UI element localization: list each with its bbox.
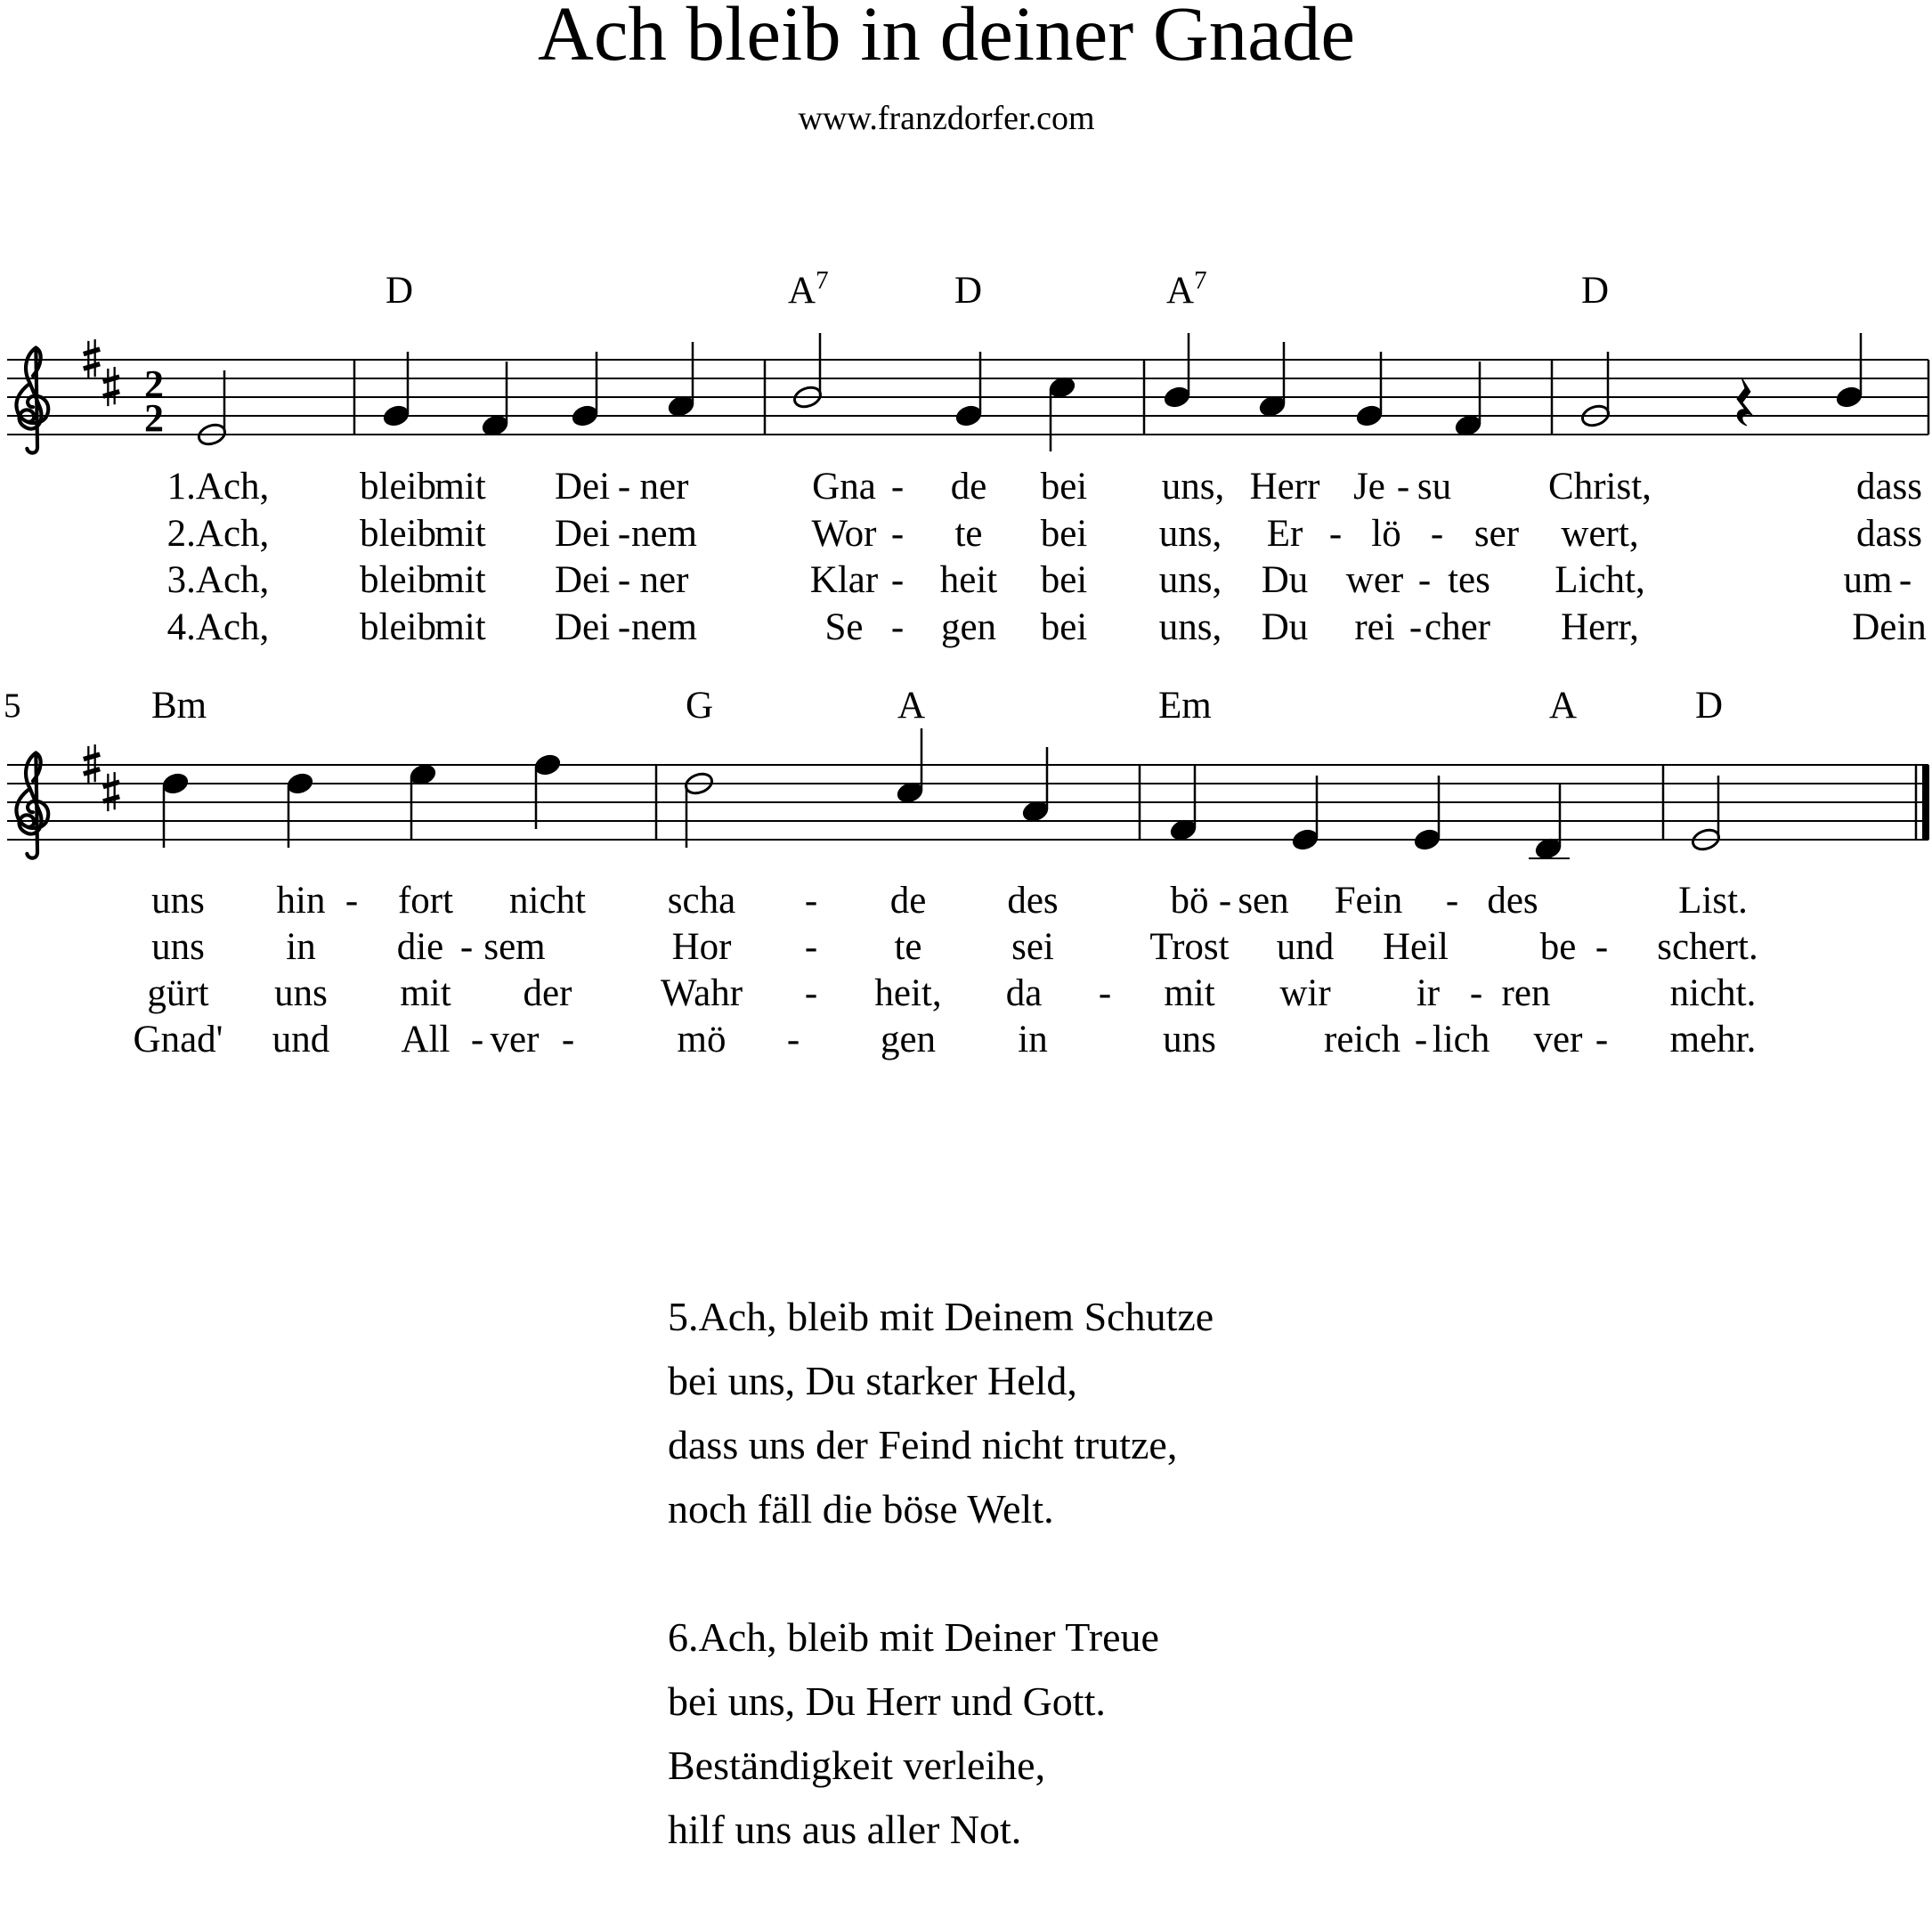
- verse-line: hilf uns aus aller Not.: [668, 1807, 1022, 1852]
- verse-line: dass uns der Feind nicht trutze,: [668, 1422, 1178, 1467]
- lyric-syllable: Je: [1353, 466, 1385, 508]
- lyric-syllable: rei: [1354, 606, 1395, 648]
- lyric-syllable: wert,: [1561, 513, 1639, 555]
- lyric-syllable: de: [950, 466, 987, 508]
- lyric-syllable: te: [954, 513, 983, 555]
- lyric-syllable: sem: [483, 926, 546, 968]
- lyric-syllable: su: [1417, 466, 1452, 508]
- lyric-syllable: Hor: [671, 926, 732, 968]
- lyric-hyphen: -: [1898, 559, 1912, 601]
- lyric-syllable: in: [286, 926, 316, 968]
- lyric-syllable: bleib: [360, 513, 436, 555]
- lyric-syllable: Er: [1266, 513, 1303, 555]
- lyric-syllable: mit: [434, 559, 486, 601]
- lyric-syllable: Dei: [554, 559, 611, 601]
- lyric-syllable: Du: [1261, 606, 1309, 648]
- lyric-syllable: mit: [1164, 972, 1215, 1014]
- lyric-syllable: mit: [400, 972, 451, 1014]
- lyric-hyphen: -: [617, 466, 631, 508]
- lyric-syllable: bleib: [360, 606, 436, 648]
- time-signature-lower: 2: [144, 396, 164, 440]
- lyric-syllable: tes: [1448, 559, 1490, 601]
- lyric-syllable: mit: [434, 466, 486, 508]
- lyric-syllable: nem: [630, 513, 698, 555]
- lyric-hyphen: -: [1469, 972, 1483, 1014]
- lyric-syllable: bei: [1040, 513, 1088, 555]
- chord-symbol: $A^7$: [1166, 266, 1207, 312]
- lyric-syllable: te: [894, 926, 922, 968]
- chord-symbol: $A^7$: [788, 266, 829, 312]
- lyric-syllable: uns: [274, 972, 328, 1014]
- lyric-hyphen: -: [617, 559, 631, 601]
- lyric-syllable: 3.Ach,: [166, 559, 270, 601]
- lyric-hyphen: -: [617, 606, 631, 648]
- lyric-hyphen: -: [1408, 606, 1423, 648]
- lyric-syllable: mit: [434, 513, 486, 555]
- lyric-syllable: die: [396, 926, 444, 968]
- chord-symbol: D: [386, 270, 414, 312]
- note: [381, 403, 410, 428]
- lyric-hyphen: -: [1417, 559, 1432, 601]
- verse-line: Beständigkeit verleihe,: [668, 1743, 1046, 1788]
- lyric-hyphen: -: [890, 513, 905, 555]
- note: [954, 403, 983, 428]
- lyric-syllable: Se: [824, 606, 864, 648]
- lyric-syllable: bleib: [360, 559, 436, 601]
- chord-symbol: A: [897, 685, 926, 727]
- verse-line: 6.Ach, bleib mit Deiner Treue: [668, 1614, 1159, 1660]
- lyric-syllable: in: [1018, 1019, 1048, 1061]
- lyric-syllable: bei: [1040, 606, 1088, 648]
- lyric-syllable: Christ,: [1548, 466, 1652, 508]
- quarter-rest-icon: [1737, 378, 1752, 426]
- lyric-syllable: gürt: [147, 972, 209, 1014]
- lyric-syllable: Du: [1261, 559, 1309, 601]
- lyric-syllable: bei: [1040, 559, 1088, 601]
- lyric-syllable: cher: [1425, 606, 1490, 648]
- lyric-syllable: heit,: [874, 972, 942, 1014]
- lyric-syllable: uns,: [1158, 606, 1222, 648]
- lyric-hyphen: -: [804, 880, 818, 922]
- chords-system-1: [386, 266, 1609, 312]
- measure-number: 5: [4, 687, 21, 725]
- note: [570, 403, 599, 428]
- lyric-syllable: sen: [1238, 880, 1289, 922]
- verse-line: 5.Ach, bleib mit Deinem Schutze: [668, 1294, 1214, 1339]
- lyric-syllable: uns,: [1161, 466, 1225, 508]
- lyric-syllable: mehr.: [1669, 1019, 1757, 1061]
- lyric-syllable: Herr,: [1561, 606, 1639, 648]
- lyric-syllable: und: [1276, 926, 1335, 968]
- lyric-hyphen: -: [890, 559, 905, 601]
- lyric-syllable: be: [1539, 926, 1577, 968]
- key-signature-sharp-icon: [84, 744, 119, 811]
- lyric-syllable: bö: [1170, 880, 1209, 922]
- lyric-syllable: des: [1007, 880, 1059, 922]
- lyric-syllable: fort: [397, 880, 454, 922]
- lyric-hyphen: -: [1414, 1019, 1428, 1061]
- chord-symbol: D: [954, 270, 983, 312]
- note: [1162, 385, 1191, 410]
- lyric-syllable: nicht.: [1669, 972, 1757, 1014]
- lyric-syllable: uns: [1163, 1019, 1216, 1061]
- page-title: Ach bleib in deiner Gnade: [537, 0, 1355, 77]
- lyric-syllable: uns: [151, 880, 205, 922]
- lyric-hyphen: -: [786, 1019, 800, 1061]
- verse-line: bei uns, Du starker Held,: [668, 1358, 1077, 1403]
- lyric-syllable: ver: [490, 1019, 540, 1061]
- lyric-syllable: wer: [1345, 559, 1404, 601]
- note: [1290, 827, 1319, 852]
- lyric-hyphen: -: [459, 926, 474, 968]
- lyric-syllable: mö: [677, 1019, 727, 1061]
- lyric-syllable: All: [401, 1019, 451, 1061]
- chord-symbol: Bm: [151, 685, 207, 727]
- lyric-syllable: ser: [1473, 513, 1520, 555]
- lyric-syllable: uns,: [1158, 513, 1222, 555]
- lyric-syllable: mit: [434, 606, 486, 648]
- lyric-hyphen: -: [1098, 972, 1112, 1014]
- lyric-syllable: heit: [939, 559, 998, 601]
- lyric-syllable: Gnad': [133, 1019, 223, 1061]
- lyric-syllable: Licht,: [1555, 559, 1645, 601]
- note: [1412, 827, 1441, 852]
- lyric-syllable: dass: [1855, 466, 1923, 508]
- lyric-hyphen: -: [470, 1019, 484, 1061]
- chord-symbol: Em: [1158, 685, 1212, 727]
- lyric-syllable: hin: [276, 880, 326, 922]
- note: [532, 752, 562, 777]
- lyric-syllable: Heil: [1382, 926, 1449, 968]
- lyric-syllable: Herr: [1249, 466, 1320, 508]
- lyric-syllable: ner: [639, 559, 689, 601]
- lyric-syllable: bei: [1040, 466, 1088, 508]
- key-signature-sharp-icon: [84, 339, 119, 406]
- lyric-syllable: Gna: [812, 466, 876, 508]
- lyric-syllable: sei: [1011, 926, 1054, 968]
- lyric-syllable: der: [523, 972, 572, 1014]
- lyric-syllable: reich: [1324, 1019, 1400, 1061]
- lyric-hyphen: -: [1595, 1019, 1609, 1061]
- lyric-syllable: des: [1487, 880, 1538, 922]
- extra-verses: [668, 1285, 1214, 1926]
- lyric-syllable: Dei: [554, 606, 611, 648]
- lyric-syllable: Fein: [1334, 880, 1403, 922]
- time-signature: 2: [144, 362, 164, 406]
- lyric-syllable: Klar: [809, 559, 879, 601]
- stanza-5: [668, 1285, 1214, 1541]
- source-url: www.franzdorfer.com: [798, 100, 1095, 137]
- lyric-hyphen: -: [1396, 466, 1410, 508]
- lyric-syllable: gen: [880, 1019, 937, 1061]
- lyric-syllable: ner: [639, 466, 689, 508]
- lyric-syllable: lö: [1371, 513, 1401, 555]
- lyric-syllable: 1.Ach,: [166, 466, 270, 508]
- lyric-hyphen: -: [561, 1019, 575, 1061]
- chord-symbol: D: [1581, 270, 1610, 312]
- lyric-syllable: Wahr: [660, 972, 743, 1014]
- note: [1834, 385, 1863, 410]
- lyric-syllable: scha: [667, 880, 736, 922]
- lyric-hyphen: -: [1595, 926, 1609, 968]
- lyric-syllable: Dei: [554, 466, 611, 508]
- chord-symbol: A: [1549, 685, 1578, 727]
- treble-clef-icon: [16, 753, 48, 858]
- lyric-syllable: nicht: [509, 880, 586, 922]
- lyrics: [134, 466, 1927, 1061]
- lyric-syllable: uns,: [1158, 559, 1222, 601]
- lyric-syllable: Trost: [1149, 926, 1230, 968]
- lyric-hyphen: -: [804, 972, 818, 1014]
- lyric-hyphen: -: [617, 513, 631, 555]
- lyric-syllable: 2.Ach,: [166, 513, 270, 555]
- stanza-6: [668, 1605, 1214, 1862]
- verse-line: noch fäll die böse Welt.: [668, 1486, 1054, 1532]
- lyric-syllable: uns: [151, 926, 205, 968]
- lyric-syllable: Wor: [811, 513, 877, 555]
- lyric-syllable: 4.Ach,: [166, 606, 270, 648]
- verse-line: bei uns, Du Herr und Gott.: [668, 1678, 1106, 1724]
- lyric-syllable: gen: [940, 606, 997, 648]
- lyric-syllable: und: [272, 1019, 330, 1061]
- lyric-hyphen: -: [890, 606, 905, 648]
- notes-system-2: [160, 728, 1721, 861]
- lyric-hyphen: -: [890, 466, 905, 508]
- note: [285, 771, 314, 796]
- lyric-syllable: wir: [1279, 972, 1331, 1014]
- lyric-syllable: da: [1005, 972, 1043, 1014]
- chord-symbol: G: [686, 685, 714, 727]
- lyric-syllable: dass: [1855, 513, 1923, 555]
- lyric-hyphen: -: [1430, 513, 1444, 555]
- lyric-hyphen: -: [804, 926, 818, 968]
- lyric-syllable: ir: [1416, 972, 1441, 1014]
- lyric-syllable: de: [889, 880, 927, 922]
- lyric-syllable: Dein: [1852, 606, 1927, 648]
- treble-clef-icon: [16, 348, 48, 453]
- lyric-syllable: lich: [1432, 1019, 1490, 1061]
- lyric-hyphen: -: [1445, 880, 1459, 922]
- note: [160, 771, 190, 796]
- lyric-syllable: bleib: [360, 466, 436, 508]
- chords-system-2: [151, 685, 1723, 727]
- lyric-syllable: ver: [1533, 1019, 1583, 1061]
- lyric-syllable: um: [1843, 559, 1893, 601]
- lyric-syllable: List.: [1678, 880, 1748, 922]
- lyric-hyphen: -: [345, 880, 359, 922]
- lyric-syllable: schert.: [1657, 926, 1758, 968]
- lyric-hyphen: -: [1218, 880, 1232, 922]
- lyric-syllable: nem: [630, 606, 698, 648]
- lyric-hyphen: -: [1328, 513, 1343, 555]
- lyric-syllable: ren: [1501, 972, 1551, 1014]
- chord-symbol: D: [1695, 685, 1724, 727]
- lyric-syllable: Dei: [554, 513, 611, 555]
- note: [1354, 403, 1384, 428]
